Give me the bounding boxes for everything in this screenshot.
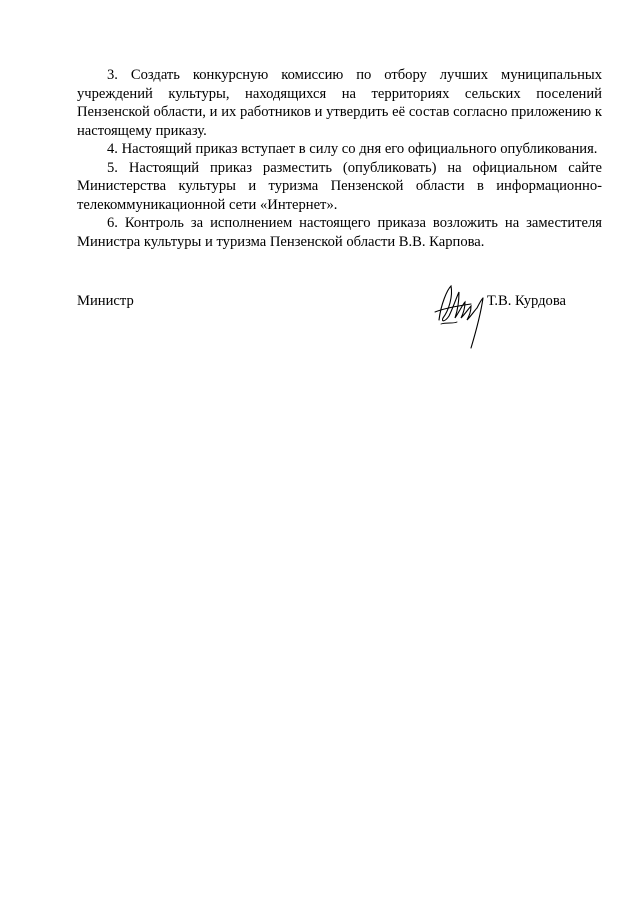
paragraph-item-6: 6. Контроль за исполнением настоящего приказа возложить на заместителя Министра культуры и туризма Пензенской области В.В. Карпова. <box>77 215 602 250</box>
signatory-name: Т.В. Курдова <box>486 293 566 309</box>
signature-block <box>77 292 602 362</box>
document-body <box>77 66 602 251</box>
paragraph-item-4: 4. Настоящий приказ вступает в силу со дня его официального опубликования. <box>107 141 598 157</box>
paragraph-item-5: 5. Настоящий приказ разместить (опубликовать) на официальном сайте Министерства культуры и туризма Пензенской области в информационно-телекоммуникационной сети «Интернет». <box>77 159 602 213</box>
handwritten-signature <box>431 282 493 354</box>
paragraph-item-3: 3. Создать конкурсную комиссию по отбору лучших муниципальных учреждений культуры, находящихся на территориях сельских поселений Пензенской области, и их работников и утвердить её состав согласно приложению к настоящему приказу. <box>77 67 602 139</box>
signatory-title: Министр <box>77 293 134 309</box>
